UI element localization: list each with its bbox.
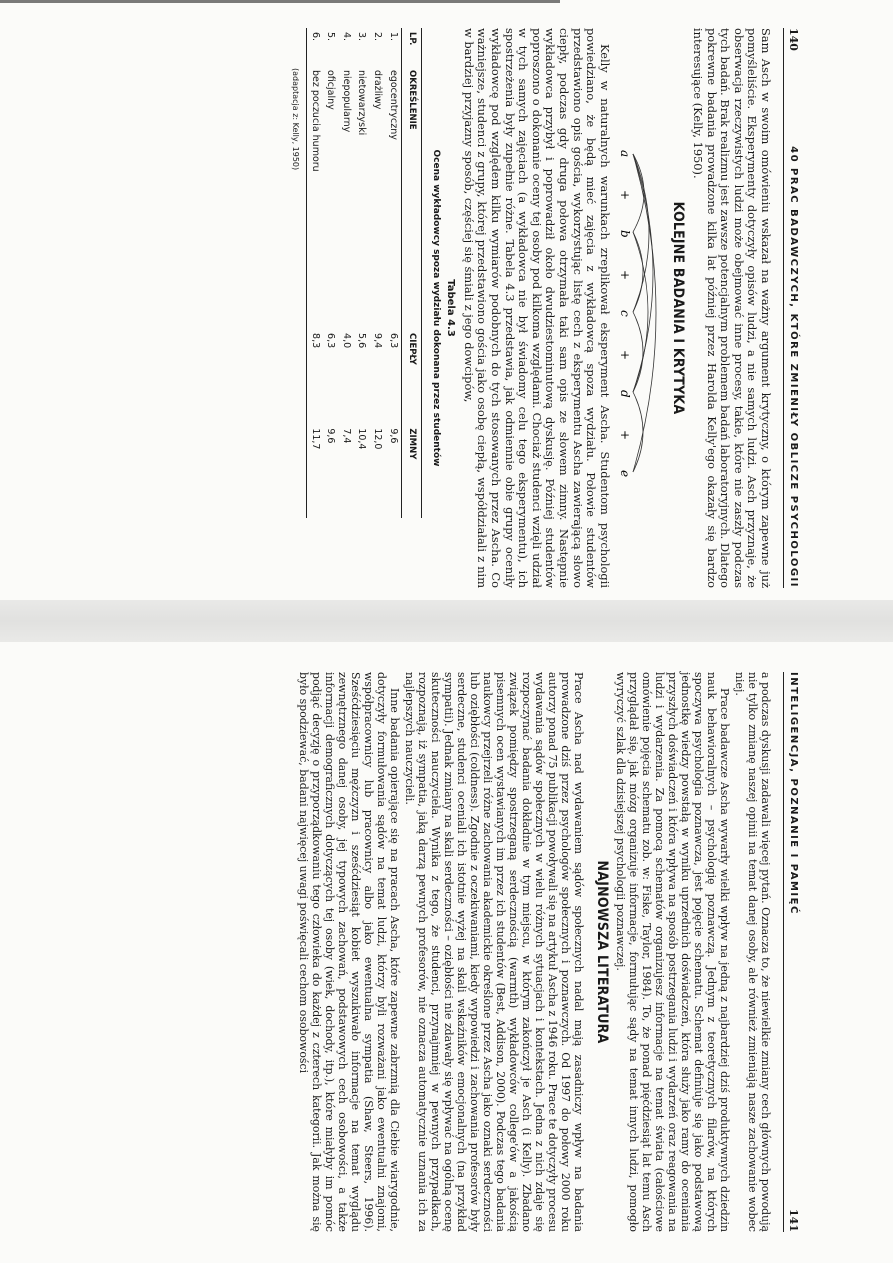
impression-diagram: [617, 28, 661, 588]
table-header-row: [401, 28, 422, 518]
table-cell: 10,4: [356, 428, 368, 450]
table-cell: 5.: [325, 32, 337, 42]
table-cell: oficjalny: [325, 70, 337, 110]
right-page-rotated: [0, 640, 893, 1263]
table-row: [354, 28, 370, 518]
table-cell: 4,0: [340, 333, 352, 349]
table-cell: 2.: [371, 32, 383, 42]
left-running-header: [784, 28, 800, 588]
table-title: Tabela 4.3: [445, 279, 457, 337]
table-header-lp: LP.: [401, 28, 422, 66]
table-source: (adaptacja z: Kelly, 1950): [290, 68, 300, 171]
literature-paragraph: Prace Ascha nad wydawaniem sądów społecznych nadal mają zasadniczy wpływ na badania prowadzone dziś przez psychologów społecznych i poznawczych. Od 1997 do połowy 2000 roku autorzy ponad 75 publikacji powoływali się na artykuł Ascha z 1946 roku. Prace te dotyczyły procesu wydawania sądów społecznych w wielu różnych sytuacjach i kontekstach. Jedna z nich zdaje się rozpoczynać badania dokładnie w tym miejscu, w którym zakończył je Asch (i Kelly). Zbadano związek pomiędzy spostrzeganą serdecznością (warmth) wykładowców college'ów a jakością pisemnych ocen wystawianych im przez ich studentów (Best, Addison, 2000). Podczas tego badania naukowcy przejrzeli różne zachowania akademickie określone przez Ascha jako oznaki serdeczności lub oziębłości (coldness). Zgodnie z oczekiwaniami, kiedy wypowiedzi i zachowania profesorów były serdeczne, studenci oceniali ich istotnie wyżej na skali wskaźników emocjonalnych (na przykład sympatii). Jednak zmiany na skali serdeczności – oziębłości nie zdawały się wpływać na ogólną ocenę skuteczności nauczyciela. Wynika z tego, że studenci, przynajmniej w pewnych przypadkach, rozpoznają, iż sympatia, jaką darzą pewnych profesorów, nie oznacza automatycznie uznania ich za najlepszych nauczycieli.: [403, 672, 585, 1232]
right-text-column: [295, 672, 772, 1232]
diagram-label: +: [617, 270, 632, 281]
table-cell: 3.: [356, 32, 368, 42]
left-header-rule: [783, 28, 784, 588]
schema-paragraph: Prace badawcze Ascha wywarły wielki wpływ na jedną z najbardziej dziś produktywnych dziedzin nauk behawioralnych – psychologię poznawczą. Jednym z teoretycznych filarów, na których spoczywa psychologia poznawcza, jest pojęcie schematu. Schemat definiuje się jako podstawową jednostkę wiedzy powstałą w wyniku uprzednich doświadczeń, która służy jako ramy do oceniania przyszłych doświadczeń i która wpływa na sposób postrzegania ludzi i wydarzeń oraz reagowania na ludzi i wydarzenia. Za pomocą schematów organizujesz informacje na temat świata (całościowe omówienie pojęcia schematu zob. w: Fiske, Taylor, 1984). To, że ponad pięćdziesiąt lat temu Asch przyglądał się, jak mózg organizuje informacje, formułując sądy na temat innych ludzi, pomogło wyryczyć szlak dla dzisiejszej psychologii poznawczej.: [614, 672, 731, 1232]
table-cell: bez poczucia humoru: [306, 66, 322, 329]
diagram-label: e: [617, 470, 632, 478]
table-header-warm: CIEPŁY: [401, 329, 422, 424]
table-row: [323, 28, 339, 518]
table-row: [306, 28, 322, 518]
right-running-header: [784, 672, 800, 1232]
table-cell: 8,3: [306, 329, 322, 424]
final-paragraph: Inne badania opierające się na pracach Ascha, które zapewne zabrzmią dla Ciebie wiarygodnie, dotyczyły formułowania sądów na temat ludzi, którzy byli rozważani jako ewentualni znajomi, współpracownicy lub pracownicy albo jako ewentualna sympatia (Shaw, Steers, 1996). Sześćdziesięciu mężczyzn i sześćdziesiąt kobiet wyszukiwało informacje na temat wyglądu zewnętrznego danej osoby, jej typowych zachowań, podstawowych cech osobowości, a także informacji demograficznych dotyczących tej osoby (wiek, dochody, itp.), które miałyby im pomóc podjąć decyzję o przyporządkowaniu tego człowieka do każdej z czterech kategorii. Jak można się było spodziewać, badani najwięcej uwagi poświęcali cechom osobowości: [297, 672, 401, 1232]
right-header-rule: [783, 672, 784, 1232]
intro-paragraph: Sam Asch w swoim omówieniu wskazał na ważny argument krytyczny, o którym zapewne już pomyśleliście. Eksperymenty dotyczyły opisów ludzi, a nie samych ludzi. Asch przyznaje, że obserwacja rzeczywistych ludzi może obejmować inne procesy, takie, które nie zaszły podczas tych badań. Brak realizmu jest zawsze potencjalnym problemem badań laboratoryjnych. Dlatego pokrewne badania prowadzone kilka lat później przez Harolda Kelly'ego okazały się bardzo interesujące (Kelly, 1950).: [691, 28, 773, 588]
table-cell: 1.: [387, 32, 399, 42]
table-cell: 11,7: [306, 424, 322, 518]
table-subtitle: Ocena wykładowcy spoza wydziału dokonana przez studentów: [430, 149, 441, 467]
table-cell: 6,3: [325, 333, 337, 349]
left-page-rotated: [0, 0, 893, 615]
diagram-label: +: [617, 190, 632, 201]
right-header-title: INTELIGENCJA, POZNANIE I PAMIĘĆ: [788, 672, 799, 915]
diagram-label: d: [617, 390, 632, 398]
table-header-cold: ZIMNY: [401, 424, 422, 518]
table-cell: niepopularny: [340, 70, 352, 133]
continuation-paragraph: a podczas dyskusji zadawali więcej pytań. Oznacza to, że niewielkie zmiany cech głównych powodują nie tylko zmianę naszej opinii na temat danej osoby, ale również zmieniają nasze zachowanie wobec niej.: [733, 672, 772, 1232]
table-cell: 9,4: [371, 333, 383, 349]
table-cell: egocentryczny: [387, 70, 399, 140]
diagram-svg: [617, 28, 661, 588]
diagram-label: b: [617, 230, 632, 238]
diagram-label: a: [617, 150, 632, 158]
diagram-label: c: [617, 310, 632, 317]
table-4-3: [306, 28, 422, 518]
left-page-number: 140: [787, 28, 800, 51]
table-row: [369, 28, 385, 518]
table-cell: 6.: [306, 28, 322, 66]
table-cell: 5,6: [356, 333, 368, 349]
table-cell: drażliwy: [371, 70, 383, 110]
table-cell: 7,4: [340, 428, 352, 444]
left-header-title: 40 PRAC BADAWCZYCH, KTÓRE ZMIENIŁY OBLICZE PSYCHOLOGII: [788, 146, 799, 588]
table-cell: 9,6: [325, 428, 337, 444]
table-cell: 9,6: [387, 428, 399, 444]
left-section-heading: KOLEJNE BADANIA I KRYTYKA: [670, 201, 687, 415]
right-section-heading: NAJNOWSZA LITERATURA: [594, 860, 610, 1044]
diagram-label: +: [617, 430, 632, 441]
table-row: [385, 28, 401, 518]
right-page-number: 141: [787, 1209, 800, 1232]
table-header-term: OKREŚLENIE: [401, 66, 422, 329]
table-cell: nietowarzyski: [356, 70, 368, 136]
table-cell: 12,0: [371, 428, 383, 450]
table-cell: 6,3: [387, 333, 399, 349]
left-text-column: [288, 28, 772, 588]
table-cell: 4.: [340, 32, 352, 42]
table-row: [338, 28, 354, 518]
diagram-label: +: [617, 350, 632, 361]
kelly-paragraph: Kelly w naturalnych warunkach zreplikował eksperyment Ascha. Studentom psychologii powiedziano, że będą mieć zajęcia z wykładowcą spoza wydziału. Połowie studentów przedstawiono opis gościa, wykorzystując listę cech z eksperymentu Ascha zawierającą słowo ciepły, podczas gdy druga połowa otrzymała taki sam opis ze słowem zimny. Następnie wykładowca przybył i poprowadził około dwudziestominutową dyskusję. Później studentów poproszono o dokonanie oceny tej osoby pod kilkoma względami. Chociaż studenci wzięli udział w tych samych zajęciach (a wykładowca nie był świadomy celu tego eksperymentu), ich spostrzeżenia były zupełnie różne. Tabela 4.3 przedstawia, jak odmiennie obie grupy oceniły wykładowcę pod względem kilku wymiarów podobnych do tych stosowanych przez Ascha. Co ważniejsze, studenci z grupy, której przedstawiono gościa jako osobę ciepłą, współdziałali z nim w bardziej przyjazny sposób, częściej się śmiali z jego dowcipów,: [461, 28, 612, 588]
